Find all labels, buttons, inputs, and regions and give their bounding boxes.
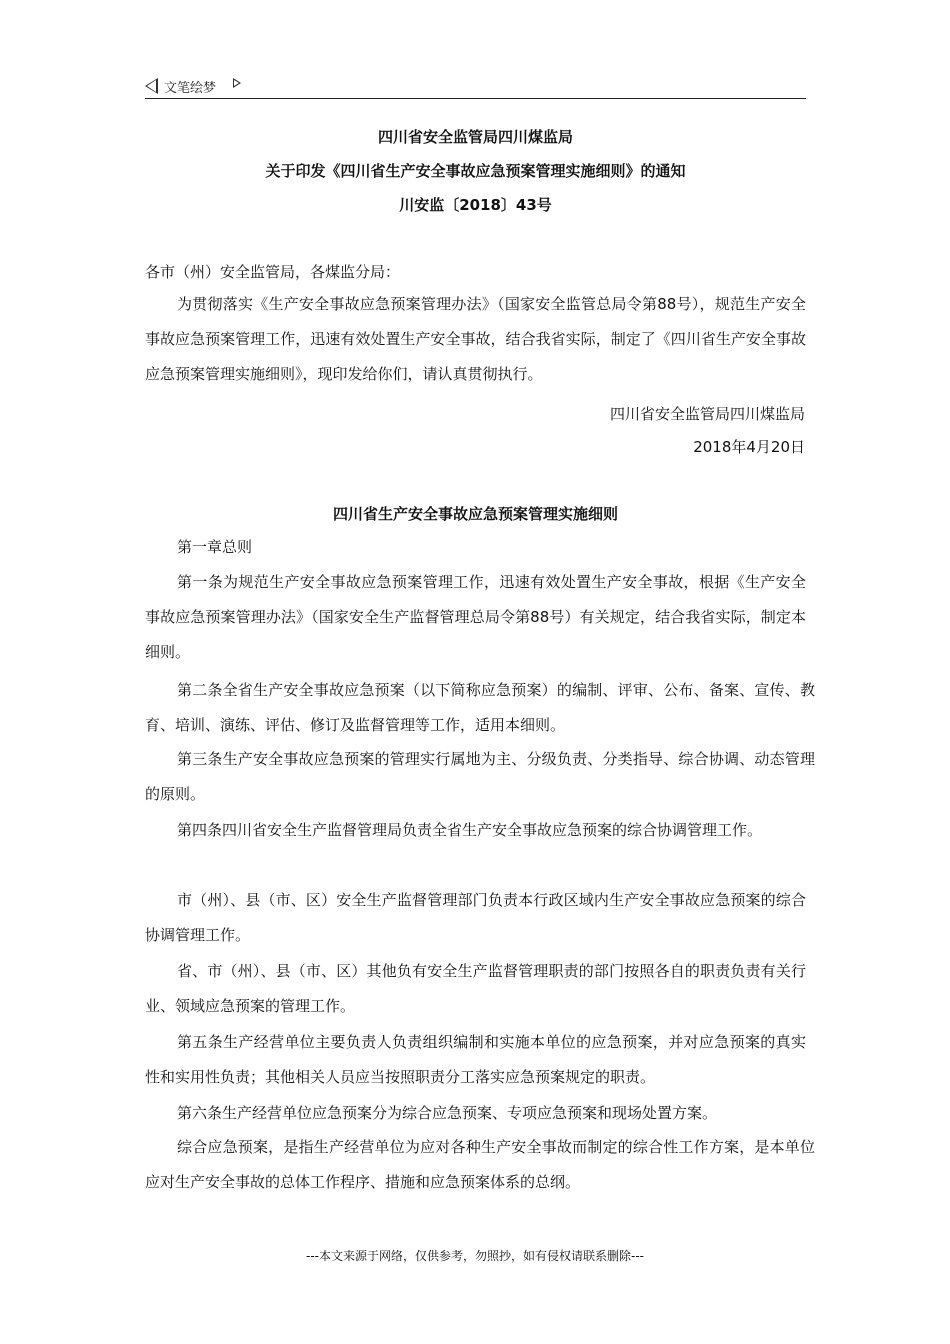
footer-disclaimer: ---本文来源于网络，仅供参考，勿照抄，如有侵权请联系删除--- bbox=[306, 1249, 644, 1263]
notice-title-subject: 关于印发《四川省生产安全事故应急预案管理实施细则》的通知 bbox=[265, 162, 686, 180]
letter-signature: 四川省安全监管局四川煤监局 bbox=[609, 405, 805, 423]
article-1: 第一条为规范生产安全事故应急预案管理工作，迅速有效处置生产安全事故，根据《生产安全事故应急预案管理办法》（国家安全生产监督管理总局令第88号）有关规定，结合我省实际，制定本细则。 bbox=[145, 573, 806, 661]
letter-salutation: 各市（州）安全监管局，各煤监分局： bbox=[145, 263, 401, 281]
article-6-paragraph-2: 综合应急预案，是指生产经营单位为应对各种生产安全事故而制定的综合性工作方案，是本单位应对生产安全事故的总体工作程序、措施和应急预案体系的总纲。 bbox=[145, 1138, 815, 1191]
rules-title: 四川省生产安全事故应急预案管理实施细则 bbox=[332, 505, 618, 523]
page-header bbox=[145, 74, 806, 99]
article-4-paragraph-2: 市（州）、县（市、区）安全生产监督管理部门负责本行政区域内生产安全事故应急预案的综合协调管理工作。 bbox=[145, 891, 806, 944]
article-4-paragraph-3: 省、市（州）、县（市、区）其他负有安全生产监督管理职责的部门按照各自的职责负责有关行业、领域应急预案的管理工作。 bbox=[145, 962, 806, 1015]
article-5: 第五条生产经营单位主要负责人负责组织编制和实施本单位的应急预案，并对应急预案的真实性和实用性负责；其他相关人员应当按照职责分工落实应急预案规定的职责。 bbox=[145, 1033, 806, 1086]
notice-title-issuer: 四川省安全监管局四川煤监局 bbox=[377, 128, 573, 146]
header-brand: 文笔绘梦 bbox=[164, 81, 217, 96]
notice-doc-number: 川安监〔2018〕43号 bbox=[399, 196, 552, 214]
article-6: 第六条生产经营单位应急预案分为综合应急预案、专项应急预案和现场处置方案。 bbox=[177, 1104, 718, 1122]
article-2: 第二条全省生产安全事故应急预案（以下简称应急预案）的编制、评审、公布、备案、宣传、教育、培训、演练、评估、修订及监督管理等工作，适用本细则。 bbox=[145, 681, 815, 734]
article-4: 第四条四川省安全生产监督管理局负责全省生产安全事故应急预案的综合协调管理工作。 bbox=[177, 821, 763, 839]
letter-body: 为贯彻落实《生产安全事故应急预案管理办法》（国家安全监管总局令第88号），规范生产安全事故应急预案管理工作，迅速有效处置生产安全事故，结合我省实际，制定了《四川省生产安全事故应急预案管理实施细则》，现印发给你们，请认真贯彻执行。 bbox=[145, 295, 806, 383]
article-3: 第三条生产安全事故应急预案的管理实行属地为主、分级负责、分类指导、综合协调、动态管理的原则。 bbox=[145, 750, 815, 803]
triangle-right-icon bbox=[233, 78, 241, 88]
letter-date: 2018年4月20日 bbox=[693, 438, 805, 456]
chapter-heading: 第一章总则 bbox=[177, 538, 253, 556]
triangle-left-icon bbox=[145, 78, 158, 94]
